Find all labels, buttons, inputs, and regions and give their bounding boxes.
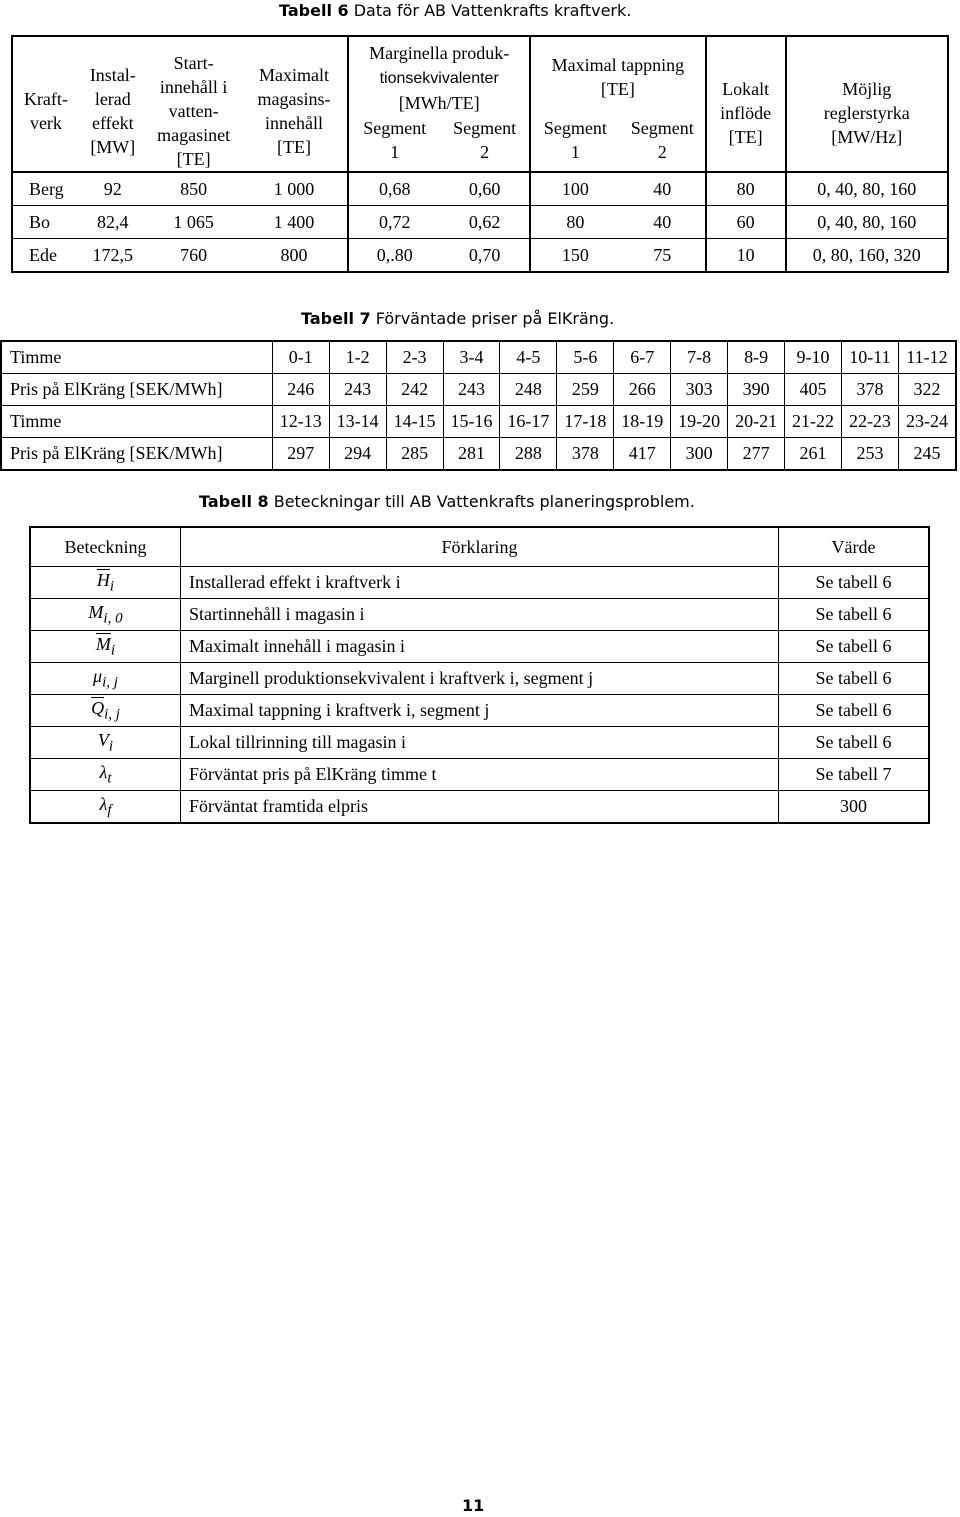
page-number: 11 [462,1496,485,1515]
cell-mu1: 0,.80 [348,239,440,273]
table-cell: 378 [841,374,898,406]
table-cell: 390 [728,374,785,406]
symbol-main: $\overline{M}$ [95,633,111,654]
cell-effekt: 82,4 [79,206,147,239]
table7-caption-label: Tabell 7 [301,309,371,328]
explanation-cell: Marginell produktionsekvivalent i kraftverk i, segment j [181,663,779,695]
table-row [1,341,956,374]
cell-q2: 40 [620,206,706,239]
table8-caption-label: Tabell 8 [199,492,269,511]
row-label: Timme [1,406,272,438]
table-cell: 285 [386,438,443,471]
symbol-main: V [97,729,109,750]
symbol-cell [30,631,181,663]
table-row [1,374,956,406]
symbol-cell [30,727,181,759]
symbol-cell [30,599,181,631]
table-row [30,663,929,695]
table-cell: 405 [785,374,842,406]
table-cell: 6-7 [614,341,671,374]
table-cell: 297 [272,438,329,471]
table-cell: 417 [614,438,671,471]
cell-q2: 75 [620,239,706,273]
table-cell: 13-14 [329,406,386,438]
cell-inflode: 60 [706,206,786,239]
cell-regler: 0, 40, 80, 160 [786,172,949,206]
table-row [1,406,956,438]
cell-regler: 0, 40, 80, 160 [786,206,949,239]
value-cell: Se tabell 6 [779,663,930,695]
symbol-main: $\overline{H}$ [96,569,110,590]
table-cell: 277 [728,438,785,471]
table-cell: 0-1 [272,341,329,374]
table-row [30,631,929,663]
value-cell: 300 [779,791,930,824]
table-cell: 22-23 [841,406,898,438]
table-cell: 281 [443,438,500,471]
symbol-main: λ [99,793,108,814]
cell-effekt: 92 [79,172,147,206]
table-cell: 10-11 [841,341,898,374]
cell-regler: 0, 80, 160, 320 [786,239,949,273]
header-kraftverk: Kraft- verk [23,89,68,133]
cell-mu2: 0,60 [440,172,530,206]
value-cell: Se tabell 7 [779,759,930,791]
explanation-cell: Startinnehåll i magasin i [181,599,779,631]
table-cell: 303 [671,374,728,406]
table-row [30,727,929,759]
row-label: Pris på ElKräng [SEK/MWh] [1,374,272,406]
table-cell: 5-6 [557,341,614,374]
header-marginella-segment-1: Segment 1 [363,118,427,163]
symbol-subscript: f [107,802,112,819]
cell-name: Ede [12,239,79,273]
cell-effekt: 172,5 [79,239,147,273]
header-varde: Värde [779,527,930,567]
symbol-main: M [88,601,104,622]
cell-max: 800 [241,239,349,273]
table-cell: 9-10 [785,341,842,374]
table-cell: 16-17 [500,406,557,438]
header-marginella-segment-2: Segment 2 [440,116,530,172]
table7-caption [301,309,614,328]
table8-caption-text: Beteckningar till AB Vattenkrafts planeringsproblem. [268,492,695,511]
symbol-subscript: i [108,738,114,755]
table-cell: 243 [443,374,500,406]
table-cell: 259 [557,374,614,406]
table-row [30,759,929,791]
table-row [12,239,948,273]
explanation-cell: Installerad effekt i kraftverk i [181,567,779,599]
explanation-cell: Maximal tappning i kraftverk i, segment j [181,695,779,727]
table-cell: 246 [272,374,329,406]
table-cell: 19-20 [671,406,728,438]
table-cell: 294 [329,438,386,471]
cell-q1: 150 [530,239,620,273]
cell-max: 1 000 [241,172,349,206]
header-reglerstyrka: Möjlig reglerstyrka [MW/Hz] [823,79,910,147]
symbol-cell [30,567,181,599]
table-cell: 15-16 [443,406,500,438]
table6-caption-label: Tabell 6 [279,1,349,20]
table-row [30,791,929,824]
header-beteckning: Beteckning [30,527,181,567]
symbol-subscript: i [110,642,116,659]
cell-name: Bo [12,206,79,239]
table-row [30,695,929,727]
cell-mu2: 0,62 [440,206,530,239]
cell-mu2: 0,70 [440,239,530,273]
explanation-cell: Lokal tillrinning till magasin i [181,727,779,759]
table-cell: 266 [614,374,671,406]
table-cell: 21-22 [785,406,842,438]
row-label: Timme [1,341,272,374]
header-forklaring: Förklaring [181,527,779,567]
symbol-subscript: i [109,578,115,595]
table-cell: 242 [386,374,443,406]
cell-q1: 80 [530,206,620,239]
symbol-cell [30,695,181,727]
table-cell: 18-19 [614,406,671,438]
header-installerad-effekt: Instal- lerad effekt [MW] [89,65,136,157]
table6-caption [279,1,631,20]
header-maximal-tappning: Maximal tappning [TE] [530,36,706,116]
explanation-cell: Förväntat pris på ElKräng timme t [181,759,779,791]
cell-inflode: 80 [706,172,786,206]
table-cell: 11-12 [898,341,956,374]
table-cell: 4-5 [500,341,557,374]
table-cell: 8-9 [728,341,785,374]
table6-kraftverk-data [11,35,949,273]
cell-inflode: 10 [706,239,786,273]
header-lokalt-inflode: Lokalt inflöde [TE] [706,36,786,172]
cell-q2: 40 [620,172,706,206]
table-cell: 3-4 [443,341,500,374]
value-cell: Se tabell 6 [779,727,930,759]
explanation-cell: Maximalt innehåll i magasin i [181,631,779,663]
cell-q1: 100 [530,172,620,206]
symbol-cell [30,663,181,695]
symbol-main: $\overline{Q}$ [91,697,105,718]
symbol-subscript: i, 0 [103,610,123,627]
value-cell: Se tabell 6 [779,567,930,599]
cell-mu1: 0,68 [348,172,440,206]
symbol-subscript: i, j [104,706,120,723]
cell-max: 1 400 [241,206,349,239]
table-cell: 23-24 [898,406,956,438]
header-maximalt-innehall: Maximalt magasins- innehåll [TE] [241,36,349,172]
table7-elkrang-priser [0,340,957,471]
table-row [12,206,948,239]
row-label: Pris på ElKräng [SEK/MWh] [1,438,272,471]
table-cell: 288 [500,438,557,471]
cell-start: 850 [147,172,241,206]
table-cell: 322 [898,374,956,406]
table7-caption-text: Förväntade priser på ElKräng. [370,309,615,328]
table-row [1,438,956,471]
table-cell: 1-2 [329,341,386,374]
symbol-main: λ [99,761,108,782]
table6-caption-text: Data för AB Vattenkrafts kraftverk. [348,1,632,20]
table-cell: 20-21 [728,406,785,438]
header-tappning-segment-2: Segment 2 [620,116,706,172]
table-cell: 7-8 [671,341,728,374]
value-cell: Se tabell 6 [779,599,930,631]
table-cell: 243 [329,374,386,406]
table-cell: 12-13 [272,406,329,438]
table-cell: 253 [841,438,898,471]
table-cell: 261 [785,438,842,471]
table8-beteckningar [29,526,930,824]
header-startinnehall: Start- innehåll i vatten- magasinet [TE] [157,53,231,169]
cell-mu1: 0,72 [348,206,440,239]
cell-start: 1 065 [147,206,241,239]
cell-start: 760 [147,239,241,273]
cell-name: Berg [12,172,79,206]
table-cell: 248 [500,374,557,406]
table8-caption [199,492,695,511]
symbol-cell [30,791,181,824]
header-tappning-segment-1: Segment 1 [543,118,607,163]
table-row [30,567,929,599]
value-cell: Se tabell 6 [779,695,930,727]
table-cell: 17-18 [557,406,614,438]
header-marginella: Marginella produk- tionsekvivalenter [MWh/TE] [348,36,530,116]
explanation-cell: Förväntat framtida elpris [181,791,779,824]
table-row [12,172,948,206]
symbol-subscript: i, j [102,674,118,691]
table-cell: 300 [671,438,728,471]
symbol-main: μ [93,665,103,686]
symbol-subscript: t [107,770,112,787]
table-cell: 378 [557,438,614,471]
table-row [30,599,929,631]
value-cell: Se tabell 6 [779,631,930,663]
table-cell: 245 [898,438,956,471]
symbol-cell [30,759,181,791]
table-cell: 2-3 [386,341,443,374]
table-cell: 14-15 [386,406,443,438]
